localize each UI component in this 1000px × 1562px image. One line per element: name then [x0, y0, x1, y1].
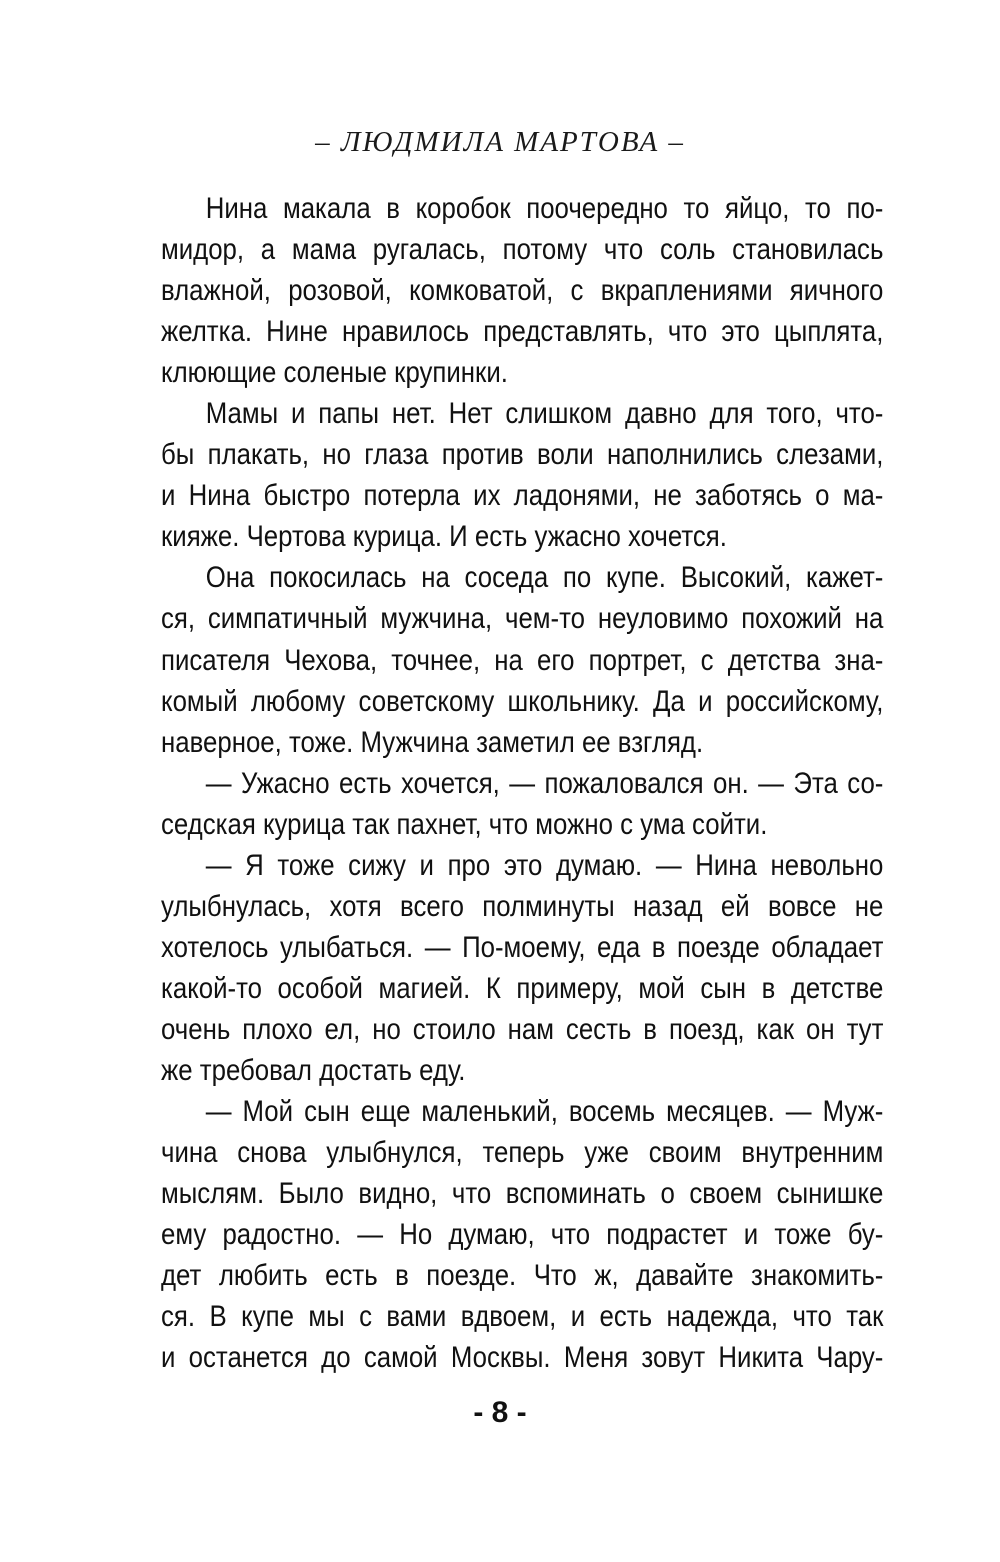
text-line: влажной, розовой, комковатой, с вкраплениями яичного [161, 274, 884, 308]
body-text [161, 188, 884, 1378]
text-line: очень плохо ел, но стоило нам сесть в поезд, как он тут [161, 1012, 884, 1046]
text-line: мыслям. Было видно, что вспоминать о своем сынишке [161, 1177, 884, 1211]
running-header-author: – ЛЮДМИЛА МАРТОВА – [315, 126, 685, 158]
text-line: ся, симпатичный мужчина, чем-то неуловимо похожий на [161, 602, 884, 636]
text-line: улыбнулась, хотя всего полминуты назад ей вовсе не [161, 889, 884, 923]
text-line: писателя Чехова, точнее, на его портрет, с детства зна- [161, 643, 884, 677]
text-line: дет любить есть в поезде. Что ж, давайте знакомить- [161, 1259, 884, 1293]
text-line: комый любому советскому школьнику. Да и российскому, [161, 684, 884, 718]
text-line: Мамы и папы нет. Нет слишком давно для того, что- [205, 397, 884, 431]
text-line: какой-то особой магией. К примеру, мой сын в детстве [161, 971, 884, 1005]
text-line: — Я тоже сижу и про это думаю. — Нина невольно [205, 848, 884, 882]
text-line: кияже. Чертова курица. И есть ужасно хочется. [161, 520, 727, 554]
text-line: бы плакать, но глаза против воли наполнились слезами, [161, 438, 884, 472]
text-line: седская курица так пахнет, что можно с ума сойти. [161, 807, 768, 841]
text-line: — Ужасно есть хочется, — пожаловался он. — Эта со- [205, 766, 884, 800]
text-line: клюющие соленые крупинки. [161, 356, 508, 390]
text-line: же требовал достать еду. [161, 1053, 466, 1087]
text-line: Она покосилась на соседа по купе. Высокий, кажет- [205, 561, 884, 595]
text-line: — Мой сын еще маленький, восемь месяцев. — Муж- [205, 1095, 884, 1129]
text-line: хотелось улыбаться. — По-моему, еда в поезде обладает [161, 930, 884, 964]
text-line: ся. В купе мы с вами вдвоем, и есть надежда, что так [161, 1300, 884, 1334]
text-line: Нина макала в коробок поочередно то яйцо, то по- [205, 192, 884, 225]
text-line: и Нина быстро потерла их ладонями, не заботясь о ма- [161, 479, 884, 513]
text-line: желтка. Нине нравилось представлять, что это цыплята, [161, 315, 884, 349]
text-line: чина снова улыбнулся, теперь уже своим внутренним [161, 1136, 884, 1170]
text-line: наверное, тоже. Мужчина заметил ее взгляд. [161, 725, 704, 759]
text-line: и останется до самой Москвы. Меня зовут Никита Чару- [161, 1341, 884, 1375]
text-line: ему радостно. — Но думаю, что подрастет и тоже бу- [161, 1218, 884, 1252]
page-number: - 8 - [473, 1396, 527, 1429]
text-line: мидор, а мама ругалась, потому что соль становилась [161, 233, 884, 267]
